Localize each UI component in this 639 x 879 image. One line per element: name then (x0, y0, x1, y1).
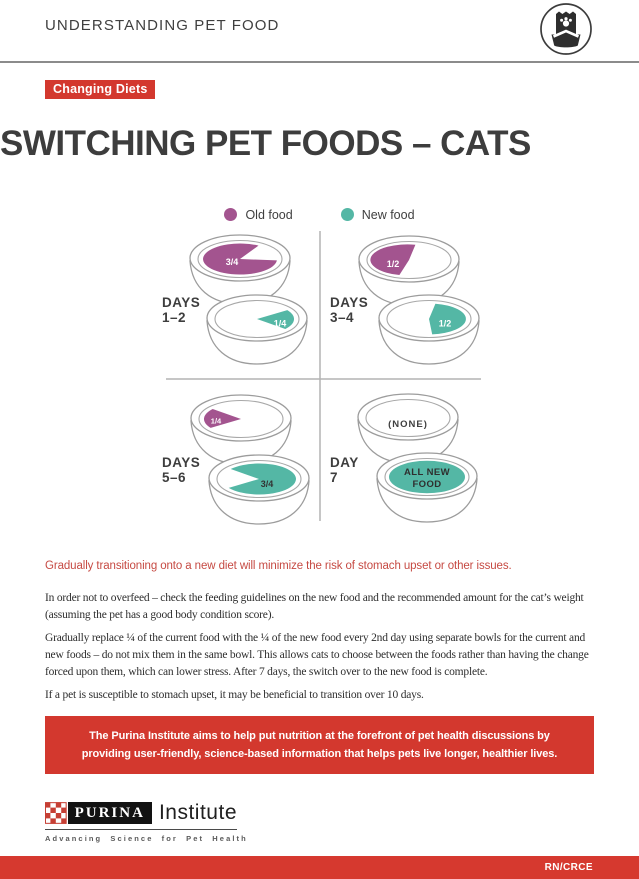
portion-label: 1/2 (386, 258, 400, 269)
bowl-new-food (379, 295, 479, 364)
mission-banner: The Purina Institute aims to help put nutrition at the forefront of pet health discussions by providing user-friendly, science-based information that helps pets live longer, healthier lives. (45, 716, 594, 774)
quadrant-days-3-4 (330, 236, 479, 364)
logo-divider (45, 829, 237, 830)
quadrant-day-7 (330, 394, 477, 522)
body-paragraph-2: Gradually replace ¼ of the current food with the ¼ of the new food every 2nd day using separate bowls for the current and new foods – do not mix them in the same bowl. This allows cats to choose between the foods rather than having the change forced upon them, which can lower stress. After 7 days, the switch over to the new food is complete. (45, 631, 589, 678)
section-tag: Changing Diets (45, 80, 155, 99)
day-range: 1–2 (162, 309, 187, 325)
day-label: DAYS (162, 294, 201, 310)
bowl-old-food (359, 236, 459, 305)
portion-label: 3/4 (225, 256, 239, 267)
old-food-dot-icon (224, 208, 237, 221)
purina-checkerboard-icon (45, 802, 67, 824)
logo-tagline: Advancing Science for Pet Health (45, 833, 248, 843)
bowl-old-food (190, 235, 290, 304)
day-number: 7 (330, 469, 339, 485)
day-label: DAY (330, 454, 359, 470)
page-title: SWITCHING PET FOODS – CATS (0, 124, 531, 163)
body-paragraph-3: If a pet is susceptible to stomach upset, it may be beneficial to transition over 10 days. (45, 688, 424, 701)
day-label: DAYS (330, 294, 369, 310)
body-paragraph-1: In order not to overfeed – check the feeding guidelines on the new food and the recommended amount for the cat’s weight (assuming the pet has a good body condition score). (45, 591, 584, 621)
portion-label: 3/4 (260, 478, 274, 489)
legend-label-new-food: New food (361, 207, 415, 222)
lead-sentence: Gradually transitioning onto a new diet will minimize the risk of stomach upset or other issues. (45, 559, 512, 572)
footer-bar (0, 856, 639, 879)
bowl-new-food-full (377, 453, 477, 522)
legend-label-old-food: Old food (245, 207, 293, 222)
pet-food-bag-and-bowl-icon (539, 2, 593, 61)
transition-diagram (0, 223, 639, 553)
all-new-food-label-line2: FOOD (412, 478, 442, 490)
bowl-new-food (207, 295, 307, 364)
bowl-old-food-empty (358, 394, 458, 463)
portion-label: 1/2 (438, 318, 452, 329)
legend (0, 207, 639, 223)
legend-item-old-food (224, 208, 292, 222)
bowl-new-food (209, 455, 309, 524)
legend-item-new-food (341, 208, 415, 222)
institute-wordmark: Institute (158, 800, 237, 824)
day-range: 3–4 (330, 309, 355, 325)
quadrant-days-5-6 (162, 395, 309, 524)
portion-label: 1/4 (273, 318, 287, 329)
purina-institute-logo (45, 800, 248, 843)
portion-label: 1/4 (210, 416, 222, 426)
day-label: DAYS (162, 454, 201, 470)
purina-wordmark: PURINA (68, 802, 152, 824)
page-header (45, 0, 594, 35)
header-title: UNDERSTANDING PET FOOD (45, 17, 280, 34)
day-range: 5–6 (162, 469, 187, 485)
document-code: RN/CRCE (544, 862, 593, 873)
quadrant-days-1-2 (162, 235, 307, 364)
none-label: (NONE) (388, 418, 428, 430)
bowl-old-food (191, 395, 291, 464)
new-food-dot-icon (341, 208, 354, 221)
all-new-food-label-line1: ALL NEW (404, 466, 450, 478)
